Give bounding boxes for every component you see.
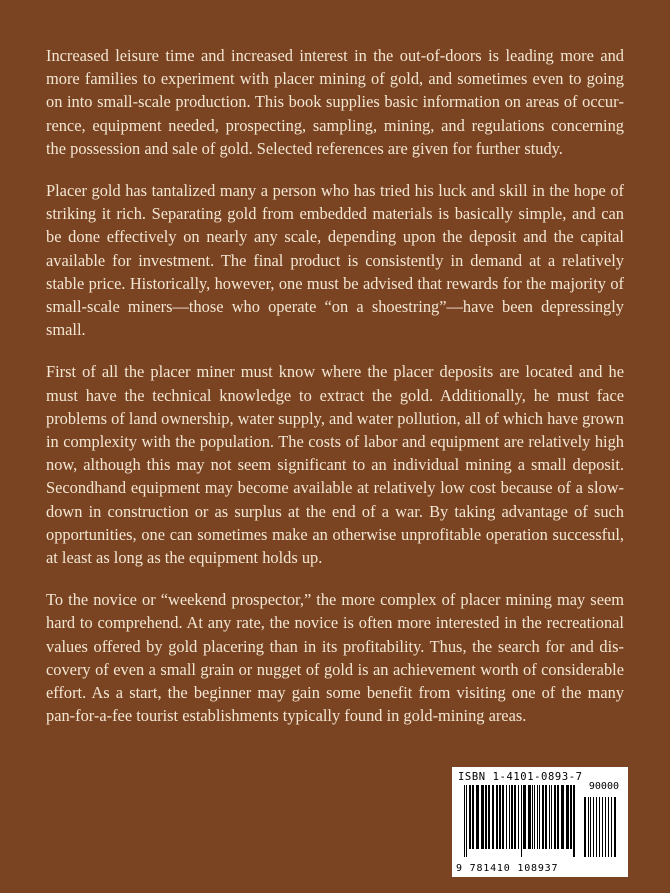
isbn-label: ISBN 1-4101-0893-7 [458,771,583,783]
barcode-stripe [561,785,564,849]
barcode-stripe [539,785,540,849]
barcode-stripe [496,785,498,849]
blurb-text [46,44,624,746]
barcode-addon-stripe [611,797,612,857]
barcode-stripe [472,785,474,849]
barcode-stripe [481,785,484,849]
barcode-stripe [514,785,516,849]
barcode-addon-stripe [605,797,606,857]
barcode-addon-stripe [596,797,597,857]
barcode-stripe [509,785,510,849]
barcode-stripe [506,785,507,849]
barcode-stripe [466,785,467,857]
barcode-stripe [528,785,531,849]
barcode-stripe [476,785,479,849]
paragraph-2: Placer gold has tantalized many a person who has tried his luck and skill in the hope of striking it rich. Separating gold from embedded materials is basically simple, and can be done effectively on nearly any scale, depending upon the deposit and the capital available for investment. The final product is consistently in demand at a relatively stable price. Historically, however, one must be advised that rewards for the majority of small-scale miners—those who operate “on a shoestring”—have been depressingly small. [46,181,624,340]
barcode-stripe [488,785,490,849]
paragraph-4: To the novice or “weekend prospector,” the more complex of placer mining may seem hard to comprehend. At any rate, the novice is often more interested in the recreational values offered by gold placering than in its profitability. Thus, the search for and discovery of even a small grain or nugget of gold is an achievement worth of considerable effort. As a start, the beginner may gain some benefit from visiting one of the many pan-for-a-fee tourist establishments typically found in gold-mining areas. [46,590,624,726]
barcode-addon-stripe [593,797,594,857]
barcode-stripe [554,785,556,849]
barcode-stripe [534,785,535,849]
barcode-stripe [518,785,519,849]
barcode-bars [458,785,622,863]
barcode-stripe [499,785,501,849]
ean-digits: 9 781410 108937 [456,863,559,874]
barcode-stripe [549,785,550,849]
barcode-stripe [570,785,572,849]
barcode-stripe [523,785,526,849]
barcode-stripe [532,785,533,849]
barcode-stripe [485,785,487,849]
barcode-stripe [542,785,544,849]
barcode-addon-stripe [584,797,586,857]
barcode-icon [458,785,622,863]
barcode-stripe [551,785,552,849]
barcode-stripe [492,785,494,849]
isbn-barcode [452,767,628,877]
barcode-stripe [511,785,513,849]
barcode-addon-stripe [599,797,600,857]
barcode-stripe [557,785,559,849]
barcode-stripe [469,785,471,849]
price-code: 90000 [588,781,619,792]
barcode-stripe [464,785,465,857]
barcode-addon-stripe [614,797,616,857]
barcode-addon-stripe [602,797,603,857]
barcode-addon-stripe [590,797,591,857]
paragraph-3: First of all the placer miner must know where the placer deposits are located and he must have the technical knowledge to extract the gold. Additionally, he must face problems of land ownership, water supply, and water pollution, all of which have grown in complexity with the population. The costs of labor and equipment are relatively high now, although this may not seem significant to an individual mining a small deposit. Secondhand equipment may become available at relatively low cost because of a slowdown in construction or as surplus at the end of a war. By taking advantage of such opportunities, one can sometimes make an otherwise unprofitable operation successful, at least as long as the equipment holds up. [46,362,624,568]
barcode-addon-stripe [608,797,609,857]
barcode-stripe [573,785,575,857]
barcode-addon-stripe [588,797,589,857]
barcode-stripe [502,785,504,849]
paragraph-1: Increased leisure time and increased interest in the out-of-doors is leading more and more families to experiment with placer mining of gold, and sometimes even to going on into small-scale production. This book supplies basic information on areas of occurrence, equipment needed, prospecting, sampling, mining, and regulations concerning the possession and sale of gold. Selected references are given for further study. [46,46,624,158]
barcode-stripe [566,785,569,849]
barcode-stripe [545,785,547,849]
barcode-stripe [537,785,538,849]
barcode-stripe [521,785,522,857]
